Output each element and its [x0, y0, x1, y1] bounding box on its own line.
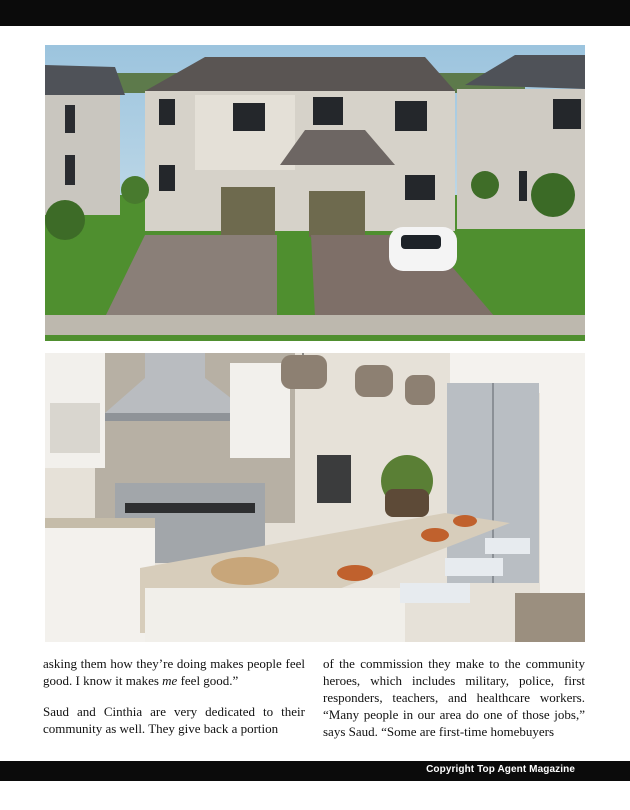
copyright-text: Copyright Top Agent Magazine: [426, 764, 575, 775]
left-paragraph-1-emphasis: me: [162, 673, 178, 688]
footer-bar: [0, 761, 630, 781]
left-paragraph-1-text: asking them how they’re doing makes people feel good. I know it makes: [43, 656, 305, 688]
left-paragraph-1: [43, 655, 305, 689]
exterior-townhome-photo: [45, 45, 585, 341]
article-right-column: [323, 655, 585, 740]
left-paragraph-1-end: feel good.”: [177, 673, 239, 688]
top-black-bar: [0, 0, 630, 26]
left-paragraph-2: Saud and Cinthia are very dedicated to their community as well. They give back a portion: [43, 704, 305, 736]
right-paragraph-1: of the commission they make to the community heroes, which includes military, police, first responders, teachers, and healthcare workers. “Many people in our area do one of those jobs,” says Saud. “Some are first-time homebuyers: [323, 656, 585, 739]
kitchen-interior-photo: [45, 353, 585, 642]
article-left-column: [43, 655, 305, 737]
